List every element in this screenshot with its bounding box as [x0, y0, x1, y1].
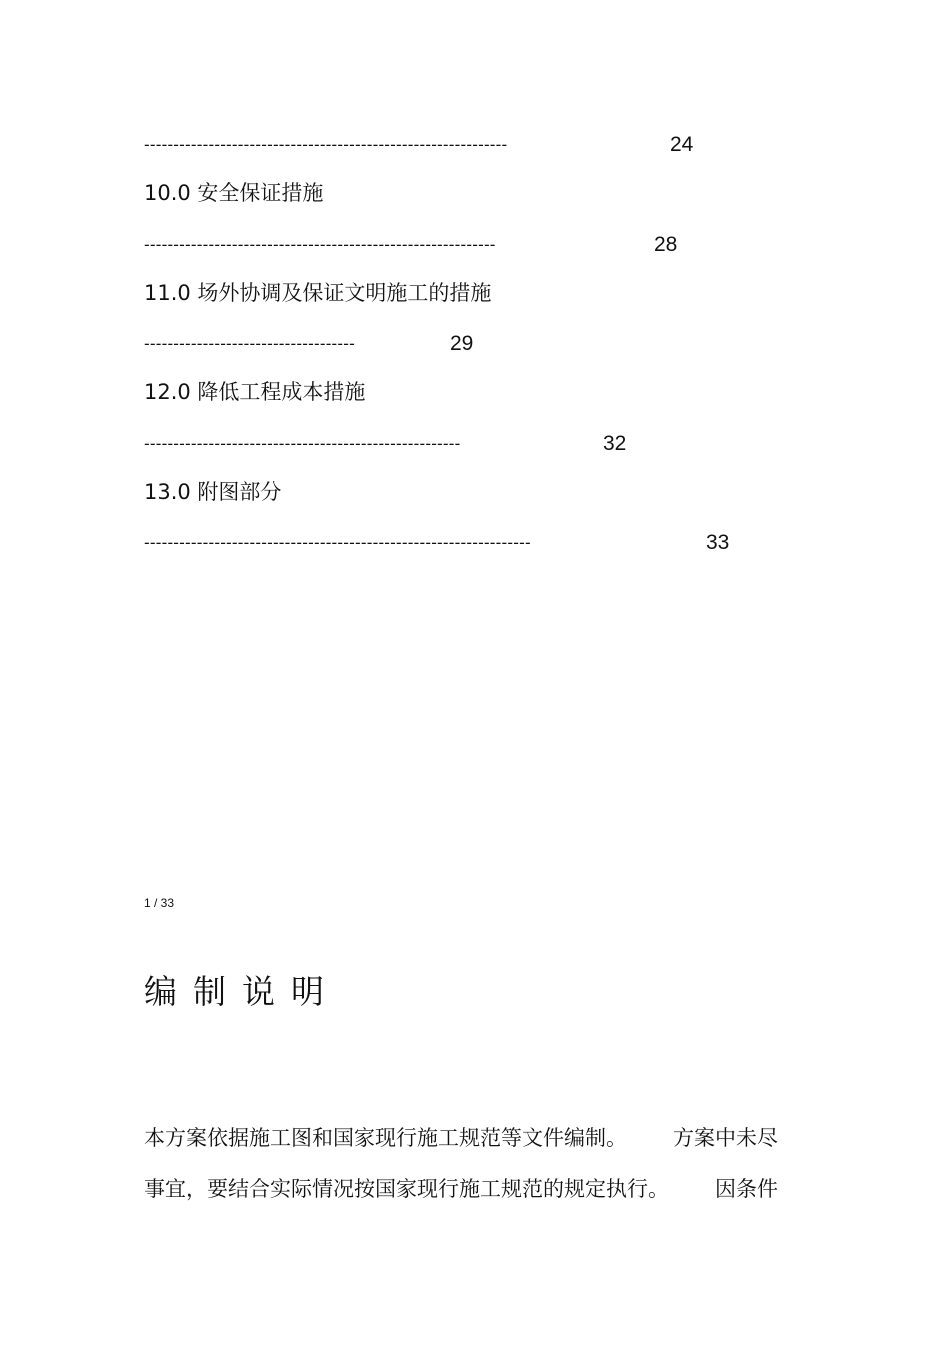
- toc-page-number[interactable]: 24: [670, 133, 694, 156]
- toc-entry-title[interactable]: 12.0 降低工程成本措施: [144, 380, 366, 404]
- paragraph-text: 本方案依据施工图和国家现行施工规范等文件编制。: [144, 1126, 627, 1150]
- paragraph-text: 事宜，要结合实际情况按国家现行施工规范的规定执行。: [144, 1177, 669, 1201]
- toc-entry-title[interactable]: 10.0 安全保证措施: [144, 181, 324, 205]
- toc-page-number[interactable]: 32: [603, 432, 627, 455]
- paragraph-text: 方案中未尽: [673, 1126, 778, 1150]
- toc-leader-dashes: ------------------------------------------------------: [144, 435, 461, 452]
- toc-entry-title[interactable]: 13.0 附图部分: [144, 480, 282, 504]
- toc-leader-dashes: --------------------------------------------------------------: [144, 136, 508, 153]
- page-number: 1 / 33: [144, 896, 175, 910]
- toc-page-number[interactable]: 29: [450, 332, 474, 355]
- section-heading: 编制说明: [144, 972, 340, 1011]
- paragraph-line: [144, 1179, 778, 1200]
- paragraph-line: [144, 1128, 778, 1149]
- toc-page-number[interactable]: 33: [706, 531, 730, 554]
- toc-page-number[interactable]: 28: [654, 233, 678, 256]
- toc-leader-dashes: ------------------------------------: [144, 335, 356, 352]
- toc-entry-title[interactable]: 11.0 场外协调及保证文明施工的措施: [144, 281, 492, 305]
- paragraph-text: 因条件: [715, 1177, 778, 1201]
- toc-leader-dashes: ------------------------------------------------------------------: [144, 534, 531, 551]
- toc-leader-dashes: ------------------------------------------------------------: [144, 236, 496, 253]
